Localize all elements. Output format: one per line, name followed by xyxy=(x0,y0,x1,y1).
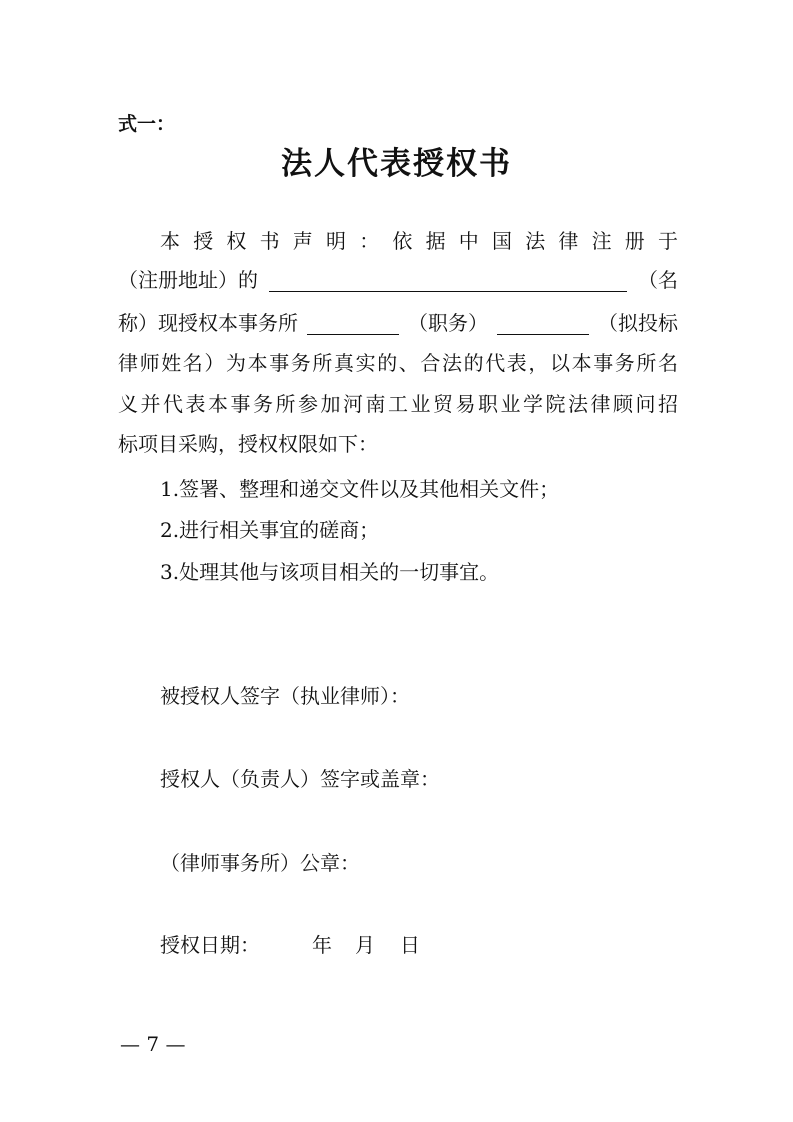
declaration-line-6: 标项目采购，授权权限如下： xyxy=(118,432,378,456)
declaration-line-3 xyxy=(118,311,678,335)
lawyer-name-label-start: （拟投标 xyxy=(598,311,678,335)
authorizer-signature-label: 授权人（负责人）签字或盖章： xyxy=(160,767,440,791)
date-day-label: 日 xyxy=(400,933,420,957)
position-label: （职务） xyxy=(408,311,488,335)
authority-item: 2.进行相关事宜的磋商； xyxy=(160,518,380,542)
declaration-line-5: 义并代表本事务所参加河南工业贸易职业学院法律顾问招 xyxy=(118,392,678,416)
document-title: 法人代表授权书 xyxy=(281,146,512,182)
date-month-label: 月 xyxy=(355,933,375,957)
date-year-label: 年 xyxy=(312,933,332,957)
registered-name-blank[interactable] xyxy=(269,271,627,292)
declaration-line-2 xyxy=(118,268,678,292)
declaration-line-4: 律师姓名）为本事务所真实的、合法的代表，以本事务所名 xyxy=(118,351,678,375)
authority-item: 3.处理其他与该项目相关的一切事宜。 xyxy=(160,560,500,584)
registered-address-label: （注册地址）的 xyxy=(118,268,258,292)
declaration-line-1: 本授权书声明：依据中国法律注册于 xyxy=(160,229,678,253)
form-label: 式一： xyxy=(118,113,176,135)
firm-seal-label: （律师事务所）公章： xyxy=(160,851,360,875)
authority-item: 1.签署、整理和递交文件以及其他相关文件； xyxy=(160,477,560,501)
name-label-start: （名 xyxy=(638,268,678,292)
page-number: — 7 — xyxy=(120,1032,186,1056)
lawyer-name-blank[interactable] xyxy=(497,314,589,335)
authorization-date-label: 授权日期： xyxy=(160,933,260,957)
authorized-person-signature-label: 被授权人签字（执业律师）： xyxy=(160,684,410,708)
position-blank[interactable] xyxy=(307,314,399,335)
authorize-firm-label: 称）现授权本事务所 xyxy=(118,311,298,335)
